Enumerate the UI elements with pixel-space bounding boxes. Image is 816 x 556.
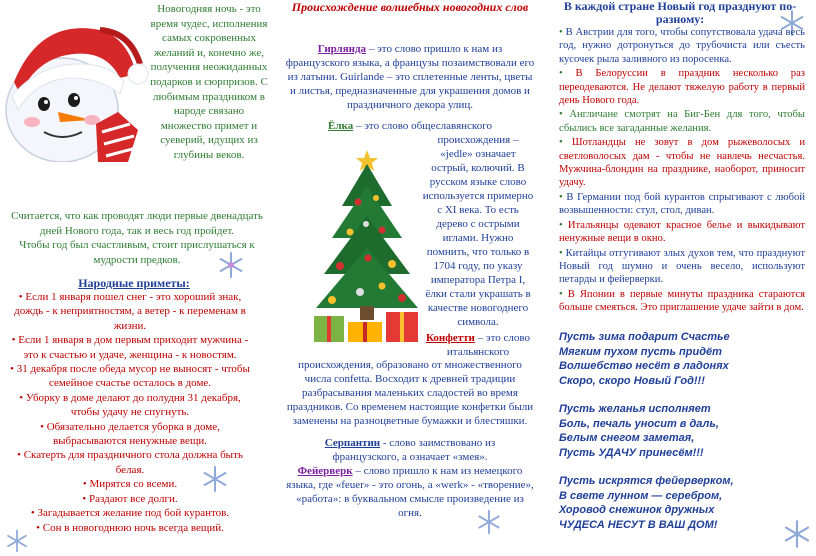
column-folk-signs — [0, 0, 268, 556]
list-item: • Раздают все долги. — [4, 492, 256, 506]
list-item: • 31 декабря после обеда мусор не выносят - чтобы семейное счастье осталось в доме. — [4, 362, 256, 391]
poem-line: Мягким пухом пусть придёт — [559, 345, 722, 358]
poem-line: Пусть желанья исполняет — [559, 403, 711, 415]
poem-line: Белым снегом заметая, — [559, 432, 695, 444]
list-item: • Англичане смотрят на Биг-Бен для того, чтобы сбылись все загаданные желания. — [559, 108, 805, 135]
confetti-paragraph-head — [421, 331, 535, 359]
snowflake-icon — [475, 508, 503, 536]
word-origins-title: Происхождение волшебных новогодних слов — [291, 0, 529, 14]
serpentine-paragraph — [305, 436, 515, 464]
snowman-icon — [0, 12, 150, 162]
tree-paragraph-head — [285, 119, 535, 133]
poem-stanza-1 — [559, 330, 805, 388]
poem-stanza-3 — [559, 474, 805, 532]
column-word-origins — [285, 0, 535, 556]
list-item: • Если 1 января в дом первым приходит мужчина - это к счастью и удаче, женщина - к новостям. — [4, 333, 256, 362]
tree-text-head: – это слово общеславянского — [353, 120, 492, 132]
list-item: • Итальянцы одевают красное белье и выкидывают ненужные вещи в окно. — [559, 219, 805, 246]
serpentine-term: Серпантин — [324, 437, 381, 449]
fireworks-term: Фейерверк — [297, 465, 353, 477]
intro-paragraph-2: Чтобы год был счастливым, стоит прислушаться к мудрости предков. — [19, 239, 255, 266]
poem-line: Боль, печаль уносит в даль, — [559, 417, 719, 430]
list-item: • Обязательно делается уборка в доме, выбрасываются ненужные вещи. — [4, 420, 256, 449]
poem-stanza-2 — [559, 402, 805, 460]
list-item: • Скатерть для праздничного стола должна быть белая. — [4, 448, 256, 477]
poem-line: Пусть искрятся фейерверком, — [559, 475, 734, 487]
garland-paragraph — [285, 42, 535, 112]
poem-line: Хоровод снежинок дружных — [559, 504, 715, 516]
poem-line: В свете лунном — серебром, — [559, 489, 723, 502]
poem-line: ЧУДЕСА НЕСУТ В ВАШ ДОМ! — [559, 518, 718, 531]
folk-signs-list — [4, 290, 256, 535]
christmas-tree-image — [312, 146, 422, 346]
list-item: • Сон в новогоднюю ночь всегда вещий. — [4, 521, 256, 535]
poem-line: Пусть УДАЧУ принесём!!! — [559, 446, 704, 459]
column-new-year-traditions — [555, 0, 816, 556]
tree-term: Ёлка — [328, 120, 354, 132]
confetti-term: Конфетти — [425, 332, 475, 344]
fireworks-text: – слово пришло к нам из немецкого языка, где «feuer» - это огонь, а «werk» - «творение», «работа»: в буквальном смысле произведение из огня. — [286, 465, 534, 519]
poem-line: Волшебство несёт в ладонях — [559, 360, 729, 372]
list-item: • Китайцы отгугивают злых духов тем, что празднуют Новый год шумно и очень весело, используют петарды и фейерверки. — [559, 247, 805, 287]
snowflake-icon — [200, 464, 230, 494]
intro-paragraph-1: Считается, что как проводят люди первые двенадцать дней Нового года, так и весь год пройдет. — [11, 210, 263, 237]
garland-term: Гирлянда — [317, 43, 367, 55]
list-item: • В Японии в первые минуты праздника стараются больше смеяться. Это приглашение удаче зайти в дом. — [559, 288, 805, 315]
list-item: • В Германии под бой курантов спрыгивают с любой возвышенности: стул, стол, диван. — [559, 191, 805, 218]
list-item: • Шотландцы не зовут в дом рыжеволосых и светловолосых дам - чтобы не навлечь несчастья. Мужчина-блондин на празднике, наоборот, приносит удачу. — [559, 136, 805, 190]
confetti-paragraph-body: происхождения, образовано от множественного числа confetta. Восходит к древней традиции разбрасывания маленьких сладостей во время праздников. Со временем настоящие конфетки были заменены на разноцветные бумажки и блестяшки. — [286, 359, 534, 427]
poem-line: Скоро, скоро Новый Год!!! — [559, 374, 705, 387]
poem — [559, 330, 805, 546]
list-item: • Если 1 января пошел снег - это хороший знак, дождь - к неприятностям, а ветер - к переменам в жизни. — [4, 290, 256, 333]
intro-text: Новогодняя ночь - это время чудес, исполнения самых сокровенных желаний и, конечно же, получения неожиданных подарков и сюрпризов. С любимым праздником в народе связано множество примет и суеверий, идущих из глубины веков. — [150, 3, 268, 161]
list-item: • В Белоруссии в праздник несколько раз переодеваются. Не делают тяжелую работу в первый день Нового года. — [559, 67, 805, 107]
snowflake-icon — [4, 528, 30, 554]
list-item: • Уборку в доме делают до полудня 31 декабря, чтобы удачу не спугнуть. — [4, 391, 256, 420]
confetti-text-head: – это слово итальянского — [446, 332, 531, 358]
poem-line: Пусть зима подарит Счастье — [559, 331, 730, 343]
snowflake-icon — [781, 518, 813, 550]
traditions-list — [559, 26, 805, 316]
folk-signs-title: Народные приметы: — [78, 276, 190, 290]
list-item: • Мирятся со всеми. — [4, 477, 256, 491]
traditions-title: В каждой стране Новый год празднуют по-разному: — [563, 0, 797, 26]
list-item: • В Австрии для того, чтобы сопутствовала удача весь год, нужно дотронуться до трубочиста или съесть кусочек рыла заливного из поросенка. — [559, 26, 805, 66]
serpentine-text: - слово заимствовано из французского, а означает «змея». — [332, 437, 496, 463]
garland-text: – это слово пришло к нам из французского языка, а французы позаимствовали его из латыни. Guirlande – это сплетенные ленты, цветы и листья, предназначенные для украшения домов и праздничного декора улиц. — [285, 43, 535, 111]
list-item: • Загадывается желание под бой курантов. — [4, 506, 256, 520]
tree-paragraph-body: происхождения – «jedle» означает острый, колючий. В русском языке слово используется примерно с XI века. То есть дерево с острыми иглами. Нужно помнить, что только в 1704 году, по указу императора Петра I, ёлки стали украшать в качестве новогоднего символа. — [422, 134, 534, 328]
